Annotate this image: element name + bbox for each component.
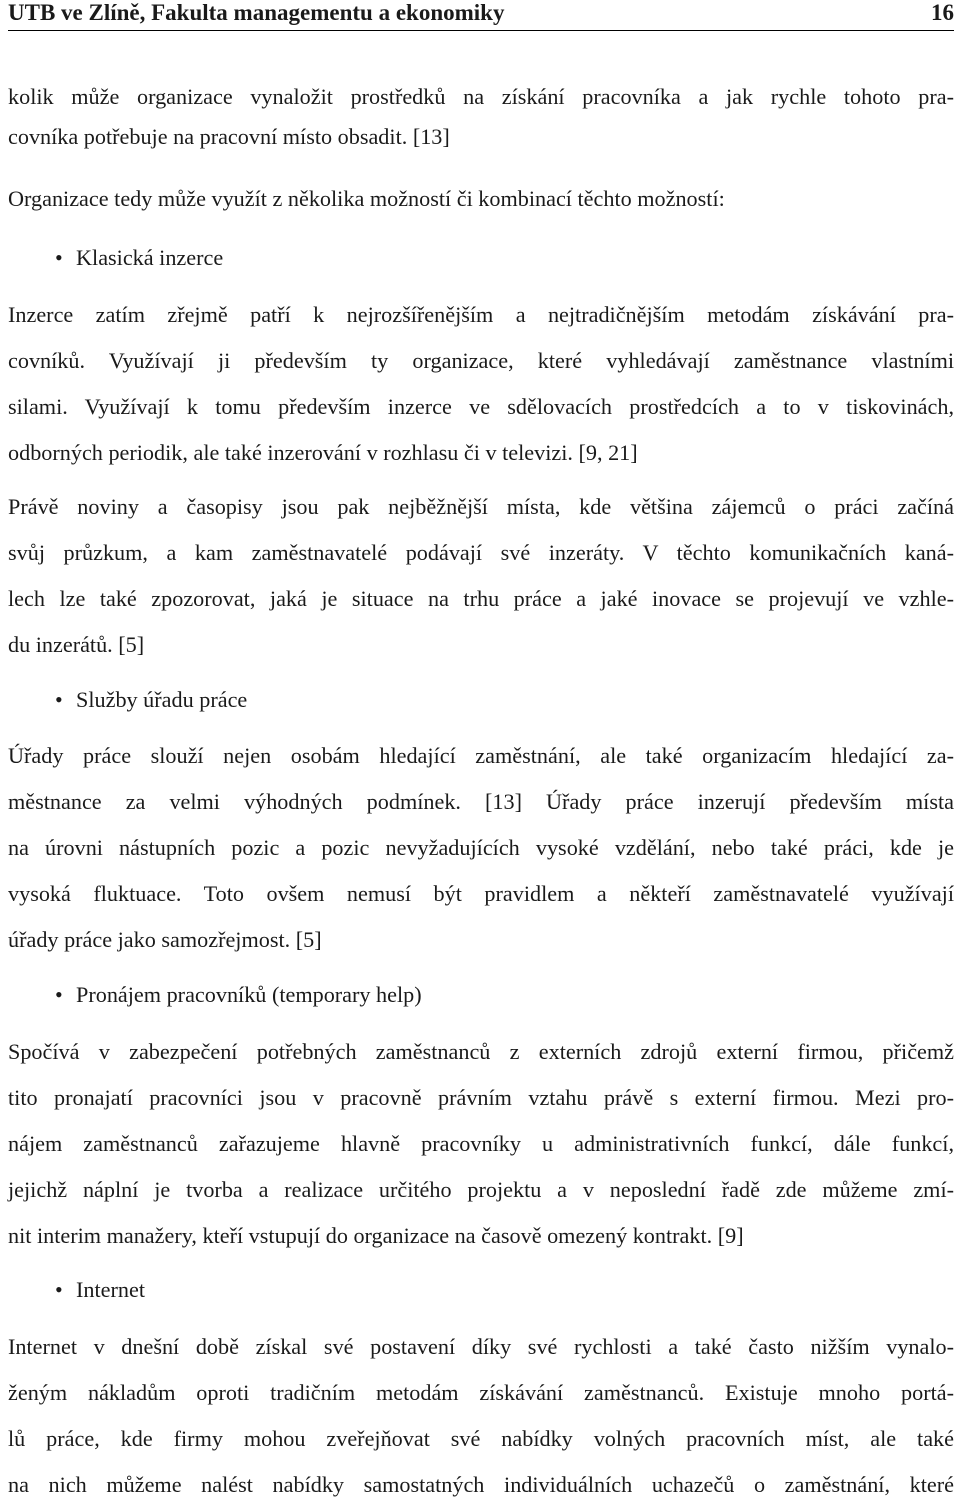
paragraph-6 (8, 1029, 954, 1259)
text-line: Právě noviny a časopisy jsou pak nejběžnější místa, kde většina zájemců o práci začíná (8, 494, 954, 519)
paragraph-5 (8, 733, 954, 963)
text-line: Inzerce zatím zřejmě patří k nejrozšířenějším a nejtradičnějším metodám získávání pra- (8, 302, 954, 327)
text-line: du inzerátů. [5] (8, 632, 145, 657)
bullet-icon: • (55, 982, 63, 1007)
text-line: odborných periodik, ale také inzerování v rozhlasu či v televizi. [9, 21] (8, 440, 638, 465)
text-line: covníka potřebuje na pracovní místo obsadit. [13] (8, 124, 450, 149)
text-line: svůj průzkum, a kam zaměstnavatelé podávají své inzeráty. V těchto komunikačních kaná- (8, 540, 954, 565)
text-line: úřady práce jako samozřejmost. [5] (8, 927, 322, 952)
text-line: silami. Využívají k tomu především inzerce ve sdělovacích prostředcích a to v tiskovinách, (8, 394, 954, 419)
text-line: vysoká fluktuace. Toto ovšem nemusí být pravidlem a někteří zaměstnavatelé využívají (8, 881, 954, 906)
text-line: ženým nákladům oproti tradičním metodám získávání zaměstnanců. Existuje mnoho portá- (8, 1380, 954, 1405)
bullet-icon: • (55, 245, 63, 270)
text-line: Úřady práce slouží nejen osobám hledající zaměstnání, ale také organizacím hledající za- (8, 743, 954, 768)
paragraph-2 (8, 176, 954, 222)
text-line: Internet v dnešní době získal své postavení díky své rychlosti a také často nižším vynalo- (8, 1334, 954, 1359)
text-line: Spočívá v zabezpečení potřebných zaměstnanců z externích zdrojů externí firmou, přičemž (8, 1039, 954, 1064)
text-line: tito pronajatí pracovníci jsou v pracovně právním vztahu právě s externí firmou. Mezi pro- (8, 1085, 954, 1110)
page-header (8, 0, 954, 31)
text-line: jejichž náplní je tvorba a realizace určitého projektu a v neposlední řadě zde můžeme zmí- (8, 1177, 954, 1202)
paragraph-4 (8, 484, 954, 668)
text-line: covníků. Využívají ji především ty organizace, které vyhledávají zaměstnance vlastními (8, 348, 954, 373)
text-line: na úrovni nástupních pozic a pozic nevyžadujících vysoké vzdělání, nebo také práci, kde je (8, 835, 954, 860)
bullet-label: Klasická inzerce (76, 245, 224, 270)
text-line: nit interim manažery, kteří vstupují do organizace na časově omezený kontrakt. [9] (8, 1223, 744, 1248)
bullet-icon: • (55, 687, 63, 712)
header-title: UTB ve Zlíně, Fakulta managementu a ekonomiky (8, 0, 505, 25)
text-line: Organizace tedy může využít z několika možností či kombinací těchto možností: (8, 186, 725, 211)
text-line: lech lze také zpozorovat, jaká je situace na trhu práce a jaké inovace se projevují ve vzhle- (8, 586, 954, 611)
text-line: nájem zaměstnanců zařazujeme hlavně pracovníky u administrativních funkcí, dále funkcí, (8, 1131, 954, 1156)
paragraph-1 (8, 74, 954, 160)
text-line: lů práce, kde firmy mohou zveřejňovat své nabídky volných pracovních míst, ale také (8, 1426, 954, 1451)
bullet-icon: • (55, 1277, 63, 1302)
bullet-label: Služby úřadu práce (76, 687, 248, 712)
text-line: kolik může organizace vynaložit prostředků na získání pracovníka a jak rychle tohoto pra- (8, 84, 954, 109)
paragraph-3 (8, 292, 954, 476)
bullet-label: Internet (76, 1277, 145, 1302)
text-line: městnance za velmi výhodných podmínek. [13] Úřady práce inzerují především místa (8, 789, 954, 814)
bullet-label: Pronájem pracovníků (temporary help) (76, 982, 422, 1007)
page-number: 16 (931, 0, 954, 25)
text-line: na nich můžeme nalést nabídky samostatných individuálních uchazečů o zaměstnání, které (8, 1472, 954, 1497)
paragraph-7 (8, 1324, 954, 1508)
